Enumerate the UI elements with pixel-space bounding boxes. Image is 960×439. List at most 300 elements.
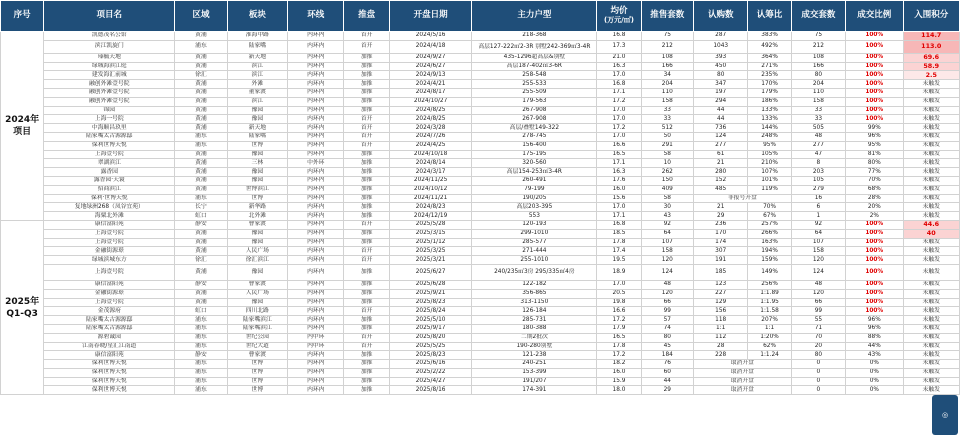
cell-name: 绿城海滨江庭 [44, 62, 175, 71]
cell-price: 18.2 [597, 360, 641, 369]
cell-ring: 内环内 [288, 256, 344, 265]
header-name: 项目名 [44, 1, 175, 32]
cell-unit: 435-1296超高层&别墅 [472, 53, 597, 62]
cell-price: 18.0 [597, 386, 641, 395]
cell-launch: 首开 [344, 141, 389, 150]
cell-ring: 内环内 [288, 212, 344, 221]
cell-deal: 47 [791, 150, 845, 159]
cell-name: 源碧诚园 [44, 333, 175, 342]
cell-ratio: 1:1 [748, 324, 791, 333]
table-row [1, 307, 960, 316]
cell-deal: 48 [791, 280, 845, 289]
cell-score: 未触发 [903, 141, 960, 150]
cell-supply: 108 [641, 53, 693, 62]
header-score: 入围积分 [903, 1, 960, 32]
cell-block: 北外滩 [227, 212, 287, 221]
cell-deal: 0 [791, 377, 845, 386]
cell-block: 世博滨江 [227, 185, 287, 194]
cell-launch: 加推 [344, 203, 389, 212]
cell-deal-ratio: 77% [846, 168, 903, 177]
cell-score: 未触发 [903, 212, 960, 221]
table-row [1, 212, 960, 221]
cell-unit: 278-745 [472, 132, 597, 141]
cell-ratio: 107% [748, 168, 791, 177]
cell-deal: 107 [791, 238, 845, 247]
table-row [1, 316, 960, 325]
cell-deal: 277 [791, 141, 845, 150]
cell-ring: 内环内 [288, 71, 344, 80]
cell-price: 17.6 [597, 176, 641, 185]
cell-block: 陆家嘴 [227, 132, 287, 141]
cell-block: 世博 [227, 386, 287, 395]
table-row [1, 324, 960, 333]
cell-ratio: 207% [748, 316, 791, 325]
cell-deal: 80 [791, 351, 845, 360]
cell-price: 16.6 [597, 141, 641, 150]
cell-block: 徐汇滨江 [227, 256, 287, 265]
cell-district: 黄浦 [175, 289, 227, 298]
cell-deal-ratio: 80% [846, 159, 903, 168]
cell-date: 2024/11/25 [389, 176, 472, 185]
cell-ring: 内环内 [288, 53, 344, 62]
cell-block: 世博 [227, 194, 287, 203]
cell-name: 复地绿洲268（凤谷宜苑） [44, 203, 175, 212]
cell-score: 未触发 [903, 176, 960, 185]
cell-name: 康信富阳苑 [44, 220, 175, 229]
cell-deal: 71 [791, 324, 845, 333]
cell-supply: 33 [641, 115, 693, 124]
cell-deal-ratio: 100% [846, 280, 903, 289]
table-row [1, 71, 960, 80]
cell-deal: 20 [791, 342, 845, 351]
cell-block: 董家渡 [227, 88, 287, 97]
cell-score: 113.0 [903, 40, 960, 53]
cell-unit: 356-865 [472, 289, 597, 298]
cell-ratio: 144% [748, 124, 791, 133]
cell-block: 新华路 [227, 203, 287, 212]
cell-sub: 129 [694, 298, 748, 307]
cell-district: 浦东 [175, 368, 227, 377]
cell-score: 未触发 [903, 80, 960, 89]
cell-name: 金融街源璟 [44, 247, 175, 256]
cell-sub: 197 [694, 88, 748, 97]
cell-ratio: 133% [748, 106, 791, 115]
header-deal: 成交套数 [791, 1, 845, 32]
cell-price: 16.0 [597, 185, 641, 194]
cell-sub: 28 [694, 342, 748, 351]
cell-price: 17.0 [597, 115, 641, 124]
cell-launch: 加推 [344, 368, 389, 377]
cell-unit: 122-182 [472, 280, 597, 289]
cell-deal-ratio: 68% [846, 185, 903, 194]
cell-price: 17.8 [597, 342, 641, 351]
cell-supply: 44 [641, 377, 693, 386]
cell-deal-ratio: 100% [846, 97, 903, 106]
cell-sub: 取消开盘 [694, 360, 792, 369]
cell-deal: 48 [791, 132, 845, 141]
table-row [1, 247, 960, 256]
table-row [1, 88, 960, 97]
cell-deal-ratio: 100% [846, 62, 903, 71]
cell-launch: 首开 [344, 115, 389, 124]
cell-deal: 6 [791, 203, 845, 212]
cell-ratio: 149% [748, 264, 791, 280]
table-row [1, 115, 960, 124]
cell-score: 未触发 [903, 247, 960, 256]
cell-name: 瑧毓天地 [44, 53, 175, 62]
cell-name: 露香园·天寰 [44, 176, 175, 185]
cell-district: 黄浦 [175, 124, 227, 133]
cell-date: 2025/1/12 [389, 238, 472, 247]
cell-launch: 加推 [344, 238, 389, 247]
cell-ring: 内环内 [288, 307, 344, 316]
cell-unit: 240/235㎡3房 295/335㎡4房 [472, 264, 597, 280]
cell-ratio: 1:1.89 [748, 289, 791, 298]
cell-launch: 首开 [344, 256, 389, 265]
cell-deal-ratio: 100% [846, 88, 903, 97]
cell-score: 未触发 [903, 238, 960, 247]
cell-ring: 内环内 [288, 132, 344, 141]
cell-launch: 首开 [344, 124, 389, 133]
cell-supply: 409 [641, 185, 693, 194]
cell-district: 黄浦 [175, 62, 227, 71]
cell-date: 2024/8/23 [389, 203, 472, 212]
header-row [1, 1, 960, 32]
cell-date: 2025/8/24 [389, 307, 472, 316]
cell-deal: 8 [791, 159, 845, 168]
cell-supply: 30 [641, 203, 693, 212]
cell-launch: 首开 [344, 220, 389, 229]
cell-district: 徐汇 [175, 71, 227, 80]
table-row [1, 256, 960, 265]
cell-score: 未触发 [903, 386, 960, 395]
cell-sub: 44 [694, 115, 748, 124]
cell-launch: 加推 [344, 159, 389, 168]
cell-price: 17.2 [597, 97, 641, 106]
cell-unit: 191/207 [472, 377, 597, 386]
cell-block: 三林 [227, 159, 287, 168]
cell-ring: 内环内 [288, 229, 344, 238]
cell-date: 2025/8/20 [389, 333, 472, 342]
cell-launch: 首开 [344, 40, 389, 53]
cell-score: 114.7 [903, 32, 960, 41]
cell-supply: 204 [641, 80, 693, 89]
cell-deal-ratio: 99% [846, 124, 903, 133]
cell-deal-ratio: 28% [846, 194, 903, 203]
table-row [1, 40, 960, 53]
cell-name: 滨江凯旋门 [44, 40, 175, 53]
cell-district: 黄浦 [175, 106, 227, 115]
cell-unit: 二期2批次 [472, 333, 597, 342]
table-row [1, 141, 960, 150]
cell-name: 康信富阳苑 [44, 280, 175, 289]
cell-district: 徐汇 [175, 256, 227, 265]
cell-sub: 取消开盘 [694, 368, 792, 377]
section-label-2025: 2025年Q1-Q3 [1, 220, 44, 394]
cell-supply: 10 [641, 159, 693, 168]
cell-supply: 66 [641, 298, 693, 307]
header-unit: 主力户型 [472, 1, 597, 32]
cell-sub: 1:1 [694, 324, 748, 333]
cell-score: 未触发 [903, 115, 960, 124]
cell-deal: 0 [791, 368, 845, 377]
cell-score: 未触发 [903, 124, 960, 133]
header-district: 区域 [175, 1, 227, 32]
cell-sub: 174 [694, 238, 748, 247]
cell-name: 中海顺昌玖里 [44, 124, 175, 133]
cell-supply: 33 [641, 106, 693, 115]
cell-ring: 内环内 [288, 324, 344, 333]
header-price [597, 1, 641, 32]
cell-deal-ratio: 96% [846, 324, 903, 333]
cell-launch: 加推 [344, 194, 389, 203]
cell-name: 上海壹号院 [44, 229, 175, 238]
cell-ring: 内环内 [288, 168, 344, 177]
cell-sub: 112 [694, 333, 748, 342]
cell-ratio: 1:1.58 [748, 307, 791, 316]
cell-date: 2025/8/16 [389, 386, 472, 395]
cell-ratio: 271% [748, 62, 791, 71]
cell-supply: 45 [641, 342, 693, 351]
cell-date: 2024/3/28 [389, 124, 472, 133]
cell-score: 未触发 [903, 351, 960, 360]
cell-price: 17.9 [597, 324, 641, 333]
cell-supply: 43 [641, 212, 693, 221]
cell-district: 黄浦 [175, 53, 227, 62]
cell-block: 陆家嘴滨江 [227, 324, 287, 333]
cell-unit: 267-908 [472, 106, 597, 115]
cell-supply: 74 [641, 324, 693, 333]
cell-ring: 内中环 [288, 333, 344, 342]
cell-deal: 0 [791, 386, 845, 395]
cell-block: 淮海中路 [227, 32, 287, 41]
header-ring: 环线 [288, 1, 344, 32]
cell-block: 豫园 [227, 238, 287, 247]
cell-date: 2024/5/16 [389, 32, 472, 41]
table-row [1, 264, 960, 280]
cell-ratio: 70% [748, 203, 791, 212]
cell-unit: 高层187-402㎡3-6R [472, 62, 597, 71]
cell-sub: 280 [694, 168, 748, 177]
cell-date: 2025/2/22 [389, 368, 472, 377]
cell-ratio: 266% [748, 229, 791, 238]
cell-date: 2025/8/23 [389, 351, 472, 360]
cell-deal-ratio: 81% [846, 150, 903, 159]
cell-sub: 29 [694, 212, 748, 221]
cell-deal-ratio: 44% [846, 342, 903, 351]
cell-deal: 92 [791, 220, 845, 229]
cell-sub: 236 [694, 220, 748, 229]
table-row [1, 176, 960, 185]
cell-name: 锦园 [44, 106, 175, 115]
cell-ring: 内环内 [288, 141, 344, 150]
table-row [1, 377, 960, 386]
cell-launch: 加推 [344, 62, 389, 71]
cell-launch: 加推 [344, 264, 389, 280]
cell-district: 黄浦 [175, 229, 227, 238]
cell-launch: 首开 [344, 307, 389, 316]
table-row [1, 203, 960, 212]
cell-deal: 158 [791, 247, 845, 256]
cell-date: 2024/3/17 [389, 168, 472, 177]
cell-ring: 内环内 [288, 32, 344, 41]
cell-supply: 34 [641, 71, 693, 80]
cell-sub: 124 [694, 132, 748, 141]
cell-launch: 首开 [344, 342, 389, 351]
cell-block: 陆家嘴滨江 [227, 316, 287, 325]
cell-date: 2024/11/21 [389, 194, 472, 203]
table-row [1, 132, 960, 141]
cell-price: 16.8 [597, 80, 641, 89]
cell-ratio: 248% [748, 132, 791, 141]
cell-score: 未触发 [903, 203, 960, 212]
cell-name: 绿城滨城东方 [44, 256, 175, 265]
cell-unit: 121-238 [472, 351, 597, 360]
cell-sub: 185 [694, 264, 748, 280]
cell-unit: 313-1150 [472, 298, 597, 307]
cell-deal-ratio: 0% [846, 360, 903, 369]
cell-ring: 内环内 [288, 220, 344, 229]
table-row [1, 220, 960, 229]
cell-ring: 内环内 [288, 360, 344, 369]
cell-district: 静安 [175, 351, 227, 360]
cell-sub: 287 [694, 32, 748, 41]
cell-supply: 158 [641, 97, 693, 106]
cell-supply: 60 [641, 368, 693, 377]
cell-district: 浦东 [175, 194, 227, 203]
cell-block: 外滩 [227, 80, 287, 89]
cell-district: 黄浦 [175, 97, 227, 106]
cell-price: 16.0 [597, 368, 641, 377]
cell-score: 44.6 [903, 220, 960, 229]
cell-deal: 279 [791, 185, 845, 194]
cell-date: 2024/7/26 [389, 132, 472, 141]
cell-launch: 首开 [344, 247, 389, 256]
section-label-2024: 2024年项目 [1, 32, 44, 221]
cell-sub: 44 [694, 106, 748, 115]
cell-deal-ratio: 100% [846, 32, 903, 41]
cell-unit: 120-193 [472, 220, 597, 229]
cell-score: 未触发 [903, 106, 960, 115]
cell-ratio: 105% [748, 150, 791, 159]
cell-deal: 64 [791, 229, 845, 238]
cell-name: 建发海汇前城 [44, 71, 175, 80]
cell-district: 黄浦 [175, 88, 227, 97]
cell-supply: 48 [641, 280, 693, 289]
cell-date: 2024/8/17 [389, 88, 472, 97]
cell-deal-ratio: 88% [846, 333, 903, 342]
cell-name: 保利世博天悦 [44, 368, 175, 377]
cell-price: 18.9 [597, 264, 641, 280]
cell-deal-ratio: 100% [846, 71, 903, 80]
cell-supply: 212 [641, 40, 693, 53]
cell-deal: 212 [791, 40, 845, 53]
cell-deal-ratio: 100% [846, 264, 903, 280]
cell-deal: 1 [791, 212, 845, 221]
cell-score: 未触发 [903, 377, 960, 386]
cell-score: 未触发 [903, 324, 960, 333]
cell-launch: 加推 [344, 386, 389, 395]
cell-district: 静安 [175, 220, 227, 229]
cell-date: 2024/8/25 [389, 106, 472, 115]
cell-ring: 内环内 [288, 247, 344, 256]
cell-score: 未触发 [903, 333, 960, 342]
cell-block: 豫园 [227, 264, 287, 280]
cell-date: 2024/9/13 [389, 71, 472, 80]
cell-unit: 高层/叠墅149-322 [472, 124, 597, 133]
cell-district: 黄浦 [175, 247, 227, 256]
cell-deal: 105 [791, 176, 845, 185]
table-row [1, 351, 960, 360]
cell-block: 世博 [227, 377, 287, 386]
cell-supply: 512 [641, 124, 693, 133]
cell-supply: 158 [641, 247, 693, 256]
cell-block: 世博 [227, 141, 287, 150]
table-body [1, 32, 960, 395]
cell-date: 2025/3/15 [389, 229, 472, 238]
cell-district: 黄浦 [175, 298, 227, 307]
cell-block: 世纪大道 [227, 342, 287, 351]
cell-district: 黄浦 [175, 264, 227, 280]
cell-score: 未触发 [903, 159, 960, 168]
cell-price: 19.5 [597, 256, 641, 265]
cell-sub: 非报号开盘 [694, 194, 792, 203]
cell-supply: 120 [641, 256, 693, 265]
cell-name: 凯德茂名公馆 [44, 32, 175, 41]
cell-deal-ratio: 100% [846, 115, 903, 124]
cell-supply: 99 [641, 307, 693, 316]
cell-name: 上海一号院 [44, 115, 175, 124]
cell-deal-ratio: 100% [846, 298, 903, 307]
cell-date: 2025/5/28 [389, 220, 472, 229]
cell-score: 未触发 [903, 289, 960, 298]
cell-unit: 79-199 [472, 185, 597, 194]
header-sub: 认购数 [694, 1, 748, 32]
cell-block: 曹家渡 [227, 351, 287, 360]
cell-district: 黄浦 [175, 176, 227, 185]
cell-ratio: 256% [748, 280, 791, 289]
cell-score: 未触发 [903, 264, 960, 280]
header-price-unit: (万元/㎡) [603, 16, 634, 24]
cell-supply: 120 [641, 289, 693, 298]
cell-sub: 21 [694, 159, 748, 168]
cell-supply: 150 [641, 176, 693, 185]
cell-district: 黄浦 [175, 159, 227, 168]
cell-ratio: 95% [748, 141, 791, 150]
cell-ratio: 210% [748, 159, 791, 168]
cell-block: 滨江 [227, 71, 287, 80]
cell-deal-ratio: 96% [846, 316, 903, 325]
cell-unit: 179-563 [472, 97, 597, 106]
cell-supply: 166 [641, 62, 693, 71]
cell-supply: 64 [641, 229, 693, 238]
table-row [1, 386, 960, 395]
header-launch: 推盘 [344, 1, 389, 32]
cell-supply: 29 [641, 386, 693, 395]
cell-district: 黄浦 [175, 150, 227, 159]
table-row [1, 168, 960, 177]
cell-district: 浦东 [175, 316, 227, 325]
cell-deal-ratio: 0% [846, 386, 903, 395]
cell-ratio: 67% [748, 212, 791, 221]
cell-ratio: 1:20% [748, 333, 791, 342]
cell-price: 16.3 [597, 168, 641, 177]
cell-deal-ratio: 0% [846, 368, 903, 377]
cell-price: 16.8 [597, 32, 641, 41]
cell-deal: 120 [791, 289, 845, 298]
cell-sub: 152 [694, 176, 748, 185]
cell-price: 15.6 [597, 194, 641, 203]
